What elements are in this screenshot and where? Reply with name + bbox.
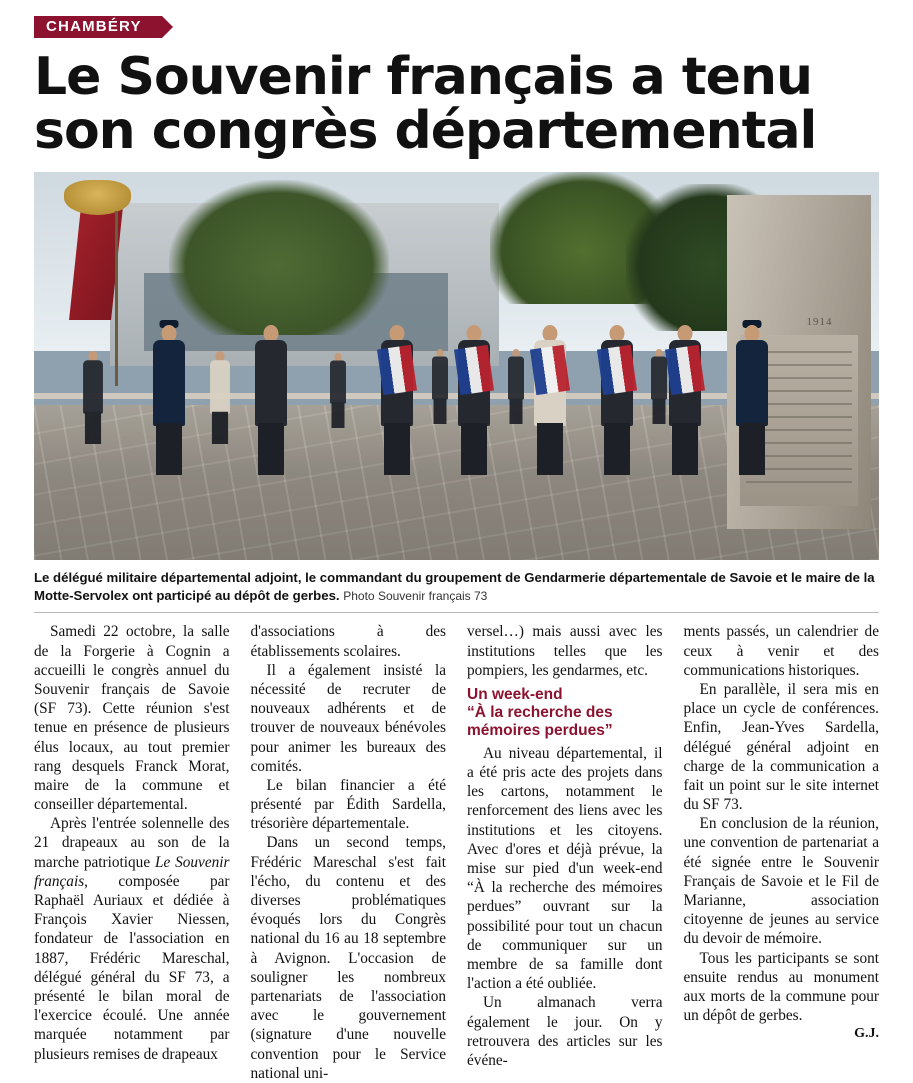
- photo-caption: [34, 569, 879, 604]
- person-figure: [152, 325, 186, 475]
- person-figure: [533, 325, 567, 475]
- author-signature: G.J.: [854, 1026, 879, 1042]
- person-figure: [209, 351, 230, 444]
- paragraph: En conclusion de la réunion, une convention de partenariat a été signée entre le Souvenir Français de Savoie et le Fil de Marianne, association citoyenne de jeunes au service du devoir de mémoire.: [683, 815, 879, 948]
- body-shape: [210, 360, 230, 413]
- body-shape: [651, 357, 667, 400]
- legs-shape: [739, 423, 765, 475]
- paragraph: Un almanach verra également le jour. On y retrouvera des articles sur les événe-: [467, 994, 663, 1069]
- section-kicker: CHAMBÉRY: [34, 16, 162, 38]
- legs-shape: [156, 423, 182, 475]
- legs-shape: [537, 423, 563, 475]
- paragraph: [34, 814, 230, 1063]
- paragraph: ments passés, un calendrier de ceux à venir et des communications historiques.: [683, 623, 879, 679]
- article-column-1: [34, 622, 230, 1083]
- legs-shape: [509, 398, 522, 424]
- photo-crowd: [34, 172, 879, 560]
- legs-shape: [433, 398, 446, 424]
- headline-line-1: Le Souvenir français a tenu: [34, 47, 812, 107]
- body-shape: [83, 360, 103, 413]
- article-photo: [34, 172, 879, 560]
- kicker-container: [34, 0, 879, 44]
- section-subheading: [467, 686, 663, 740]
- subheading-line-1: Un week-end: [467, 685, 563, 703]
- subheading-line-2: “À la recherche des: [467, 703, 613, 721]
- paragraph-part: , composée par Raphaël Auriaux et dédiée à François Xavier Niessen, fondateur de l'association en 1887, Frédéric Mareschal, délégué général du SF 73, a présenté le bilan moral de l'exercice écoulé. Une année marquée notamment par plusieurs remises de drapeaux: [34, 872, 230, 1063]
- person-figure: [83, 351, 104, 444]
- legs-shape: [604, 423, 630, 475]
- article-column-4: [684, 622, 880, 1083]
- person-figure: [507, 349, 524, 424]
- body-shape: [330, 361, 346, 404]
- legs-shape: [384, 423, 410, 475]
- caption-text: Le délégué militaire départemental adjoint, le commandant du groupement de Gendarmerie départementale de Savoie et le maire de la Motte-Servolex ont participé au dépôt de gerbes.: [34, 570, 875, 603]
- person-figure: [668, 325, 702, 475]
- person-figure: [380, 325, 414, 475]
- body-shape: [432, 357, 448, 400]
- paragraph: Tous les participants se sont ensuite rendus au monument aux morts de la commune pour un dépôt de gerbes.: [683, 949, 879, 1025]
- divider: [34, 612, 879, 613]
- body-shape: [255, 340, 287, 426]
- paragraph: Il a également insisté la nécessité de recruter de nouveaux adhérents et de trouver de nouveaux bénévoles pour animer les bureaux des comités.: [250, 661, 446, 775]
- tricolor-sash: [377, 345, 417, 395]
- person-figure: [600, 325, 634, 475]
- italic-title: Le Souvenir français: [34, 853, 230, 890]
- person-figure: [254, 325, 288, 475]
- paragraph: En parallèle, il sera mis en place un cycle de conférences. Enfin, Jean-Yves Sardella, délégué général adjoint en charge de la communication a fait un point sur le site internet du SF 73.: [683, 680, 879, 814]
- tricolor-sash: [453, 345, 493, 395]
- paragraph: Le bilan financier a été présenté par Édith Sardella, trésorière départementale.: [250, 776, 446, 833]
- subheading-line-3: mémoires perdues”: [467, 721, 613, 739]
- body-shape: [508, 357, 524, 400]
- body-shape: [736, 340, 768, 426]
- headline-line-2: son congrès départemental: [34, 101, 817, 162]
- person-figure: [330, 353, 347, 428]
- legs-shape: [461, 423, 487, 475]
- person-figure: [431, 349, 448, 424]
- person-figure: [457, 325, 491, 475]
- person-figure: [651, 349, 668, 424]
- paragraph: versel…) mais aussi avec les institutions telles que les pompiers, les gendarmes, etc.: [467, 623, 663, 679]
- legs-shape: [258, 423, 284, 475]
- tricolor-sash: [530, 345, 570, 395]
- article-body: [34, 622, 879, 1083]
- legs-shape: [212, 412, 228, 444]
- person-figure: [735, 325, 769, 475]
- legs-shape: [85, 412, 101, 444]
- article-column-3: [467, 622, 663, 1083]
- photo-monument-year: 1914: [806, 315, 833, 328]
- paragraph: Au niveau départemental, il a été pris acte des projets dans les cartons, notamment le renforcement des liens avec les institutions et les citoyens. Avec d'ores et déjà prévue, la mise sur pied d'un week-end “À la recherche des mémoires perdues” ouvrant sur la possibilité pour tout un chacun de communiquer sur un membre de sa famille dont l'action a été oubliée.: [467, 744, 663, 993]
- photo-credit: Photo Souvenir français 73: [343, 588, 488, 603]
- tricolor-sash: [597, 345, 637, 395]
- legs-shape: [653, 398, 666, 424]
- article-column-2: [251, 622, 447, 1083]
- legs-shape: [672, 423, 698, 475]
- legs-shape: [332, 402, 345, 428]
- paragraph: Dans un second temps, Frédéric Mareschal s'est fait l'écho, du contenu et des diverses problématiques évoqués lors du Congrès national du 16 au 18 septembre à Avignon. L'occasion de souligner les nombreux partenariats de l'association avec le gouvernement (signature d'une nouvelle convention pour le Service national uni-: [250, 834, 446, 1082]
- paragraph-part: Après l'entrée solennelle des 21 drapeaux au son de la marche patriotique: [34, 815, 230, 871]
- tricolor-sash: [665, 345, 705, 395]
- body-shape: [153, 340, 185, 426]
- paragraph: d'associations à des établissements scolaires.: [250, 623, 446, 660]
- page-title: [34, 47, 879, 162]
- paragraph: Samedi 22 octobre, la salle de la Forgerie à Cognin a accueilli le congrès annuel du Souvenir français de Savoie (SF 73). Cette réunion s'est tenue en présence de plusieurs élus locaux, au tout premier rang desquels Franck Morat, maire de la commune et conseiller départemental.: [34, 623, 230, 814]
